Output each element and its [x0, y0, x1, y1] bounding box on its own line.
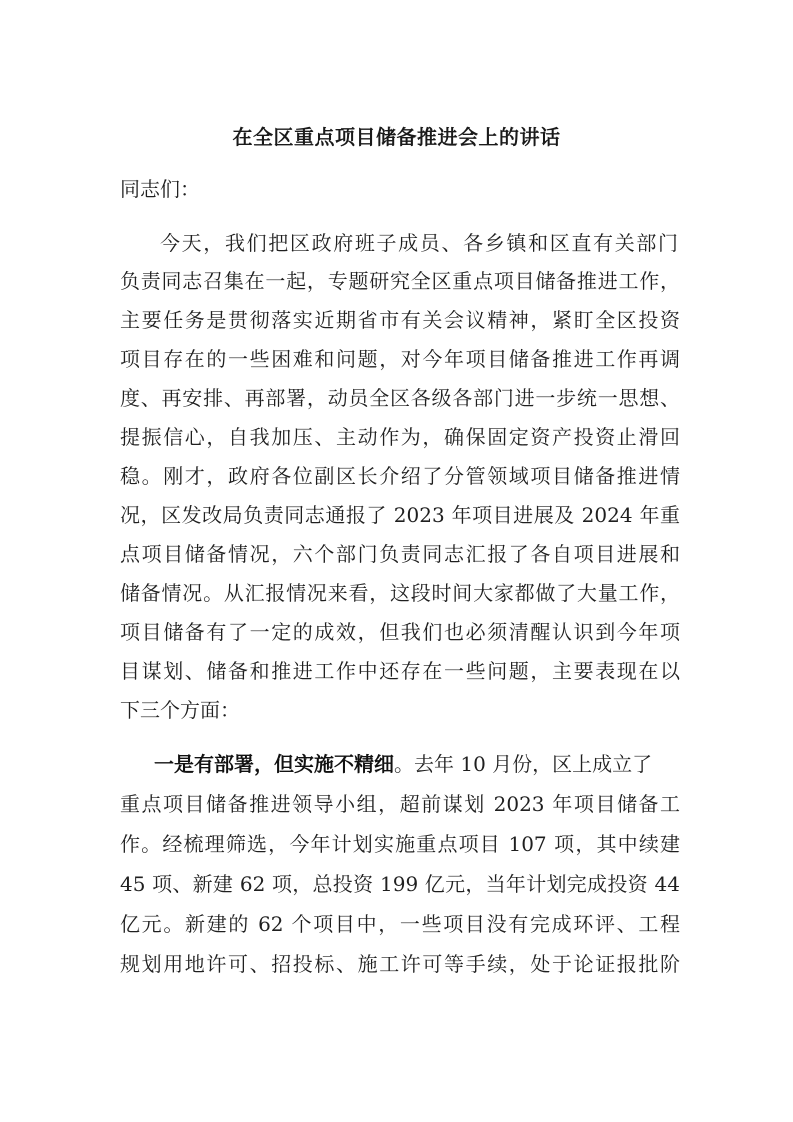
salutation: 同志们： — [120, 177, 200, 201]
paragraph-line: 目谋划、储备和推进工作中还存在一些问题，主要表现在以 — [120, 659, 680, 683]
paragraph-line-rest: 。去年 10 月份，区上成立了 — [394, 752, 653, 776]
paragraph-line: 下三个方面： — [120, 698, 240, 722]
paragraph-line: 负责同志召集在一起，专题研究全区重点项目储备推进工作， — [120, 269, 680, 293]
paragraph-line: 作。经梳理筛选，今年计划实施重点项目 107 项，其中续建 — [120, 832, 680, 856]
paragraph-line: 项目储备有了一定的成效，但我们也必须清醒认识到今年项 — [120, 620, 680, 644]
paragraph-line: 点项目储备情况，六个部门负责同志汇报了各自项目进展和 — [120, 542, 680, 566]
paragraph-line: 重点项目储备推进领导小组，超前谋划 2023 年项目储备工 — [120, 792, 680, 816]
paragraph-line: 45 项、新建 62 项，总投资 199 亿元，当年计划完成投资 44 — [120, 872, 680, 896]
paragraph-line: 今天，我们把区政府班子成员、各乡镇和区直有关部门 — [160, 231, 678, 255]
paragraph-line: 储备情况。从汇报情况来看，这段时间大家都做了大量工作， — [120, 581, 680, 605]
paragraph-line: 稳。刚才，政府各位副区长介绍了分管领域项目储备推进情 — [120, 464, 680, 488]
paragraph-first-line — [154, 749, 678, 779]
paragraph-line: 提振信心，自我加压、主动作为，确保固定资产投资止滑回 — [120, 425, 680, 449]
paragraph-line: 项目存在的一些困难和问题，对今年项目储备推进工作再调 — [120, 347, 680, 371]
paragraph-line: 亿元。新建的 62 个项目中，一些项目没有完成环评、工程 — [120, 912, 680, 936]
paragraph-line: 主要任务是贯彻落实近期省市有关会议精神，紧盯全区投资 — [120, 308, 680, 332]
paragraph-line: 度、再安排、再部署，动员全区各级各部门进一步统一思想、 — [120, 386, 680, 410]
document-title: 在全区重点项目储备推进会上的讲话 — [232, 125, 561, 149]
paragraph-line: 况，区发改局负责同志通报了 2023 年项目进展及 2024 年重 — [120, 503, 680, 527]
paragraph-lead-heading: 一是有部署，但实施不精细 — [154, 752, 394, 776]
paragraph-line: 规划用地许可、招投标、施工许可等手续，处于论证报批阶 — [120, 952, 680, 976]
